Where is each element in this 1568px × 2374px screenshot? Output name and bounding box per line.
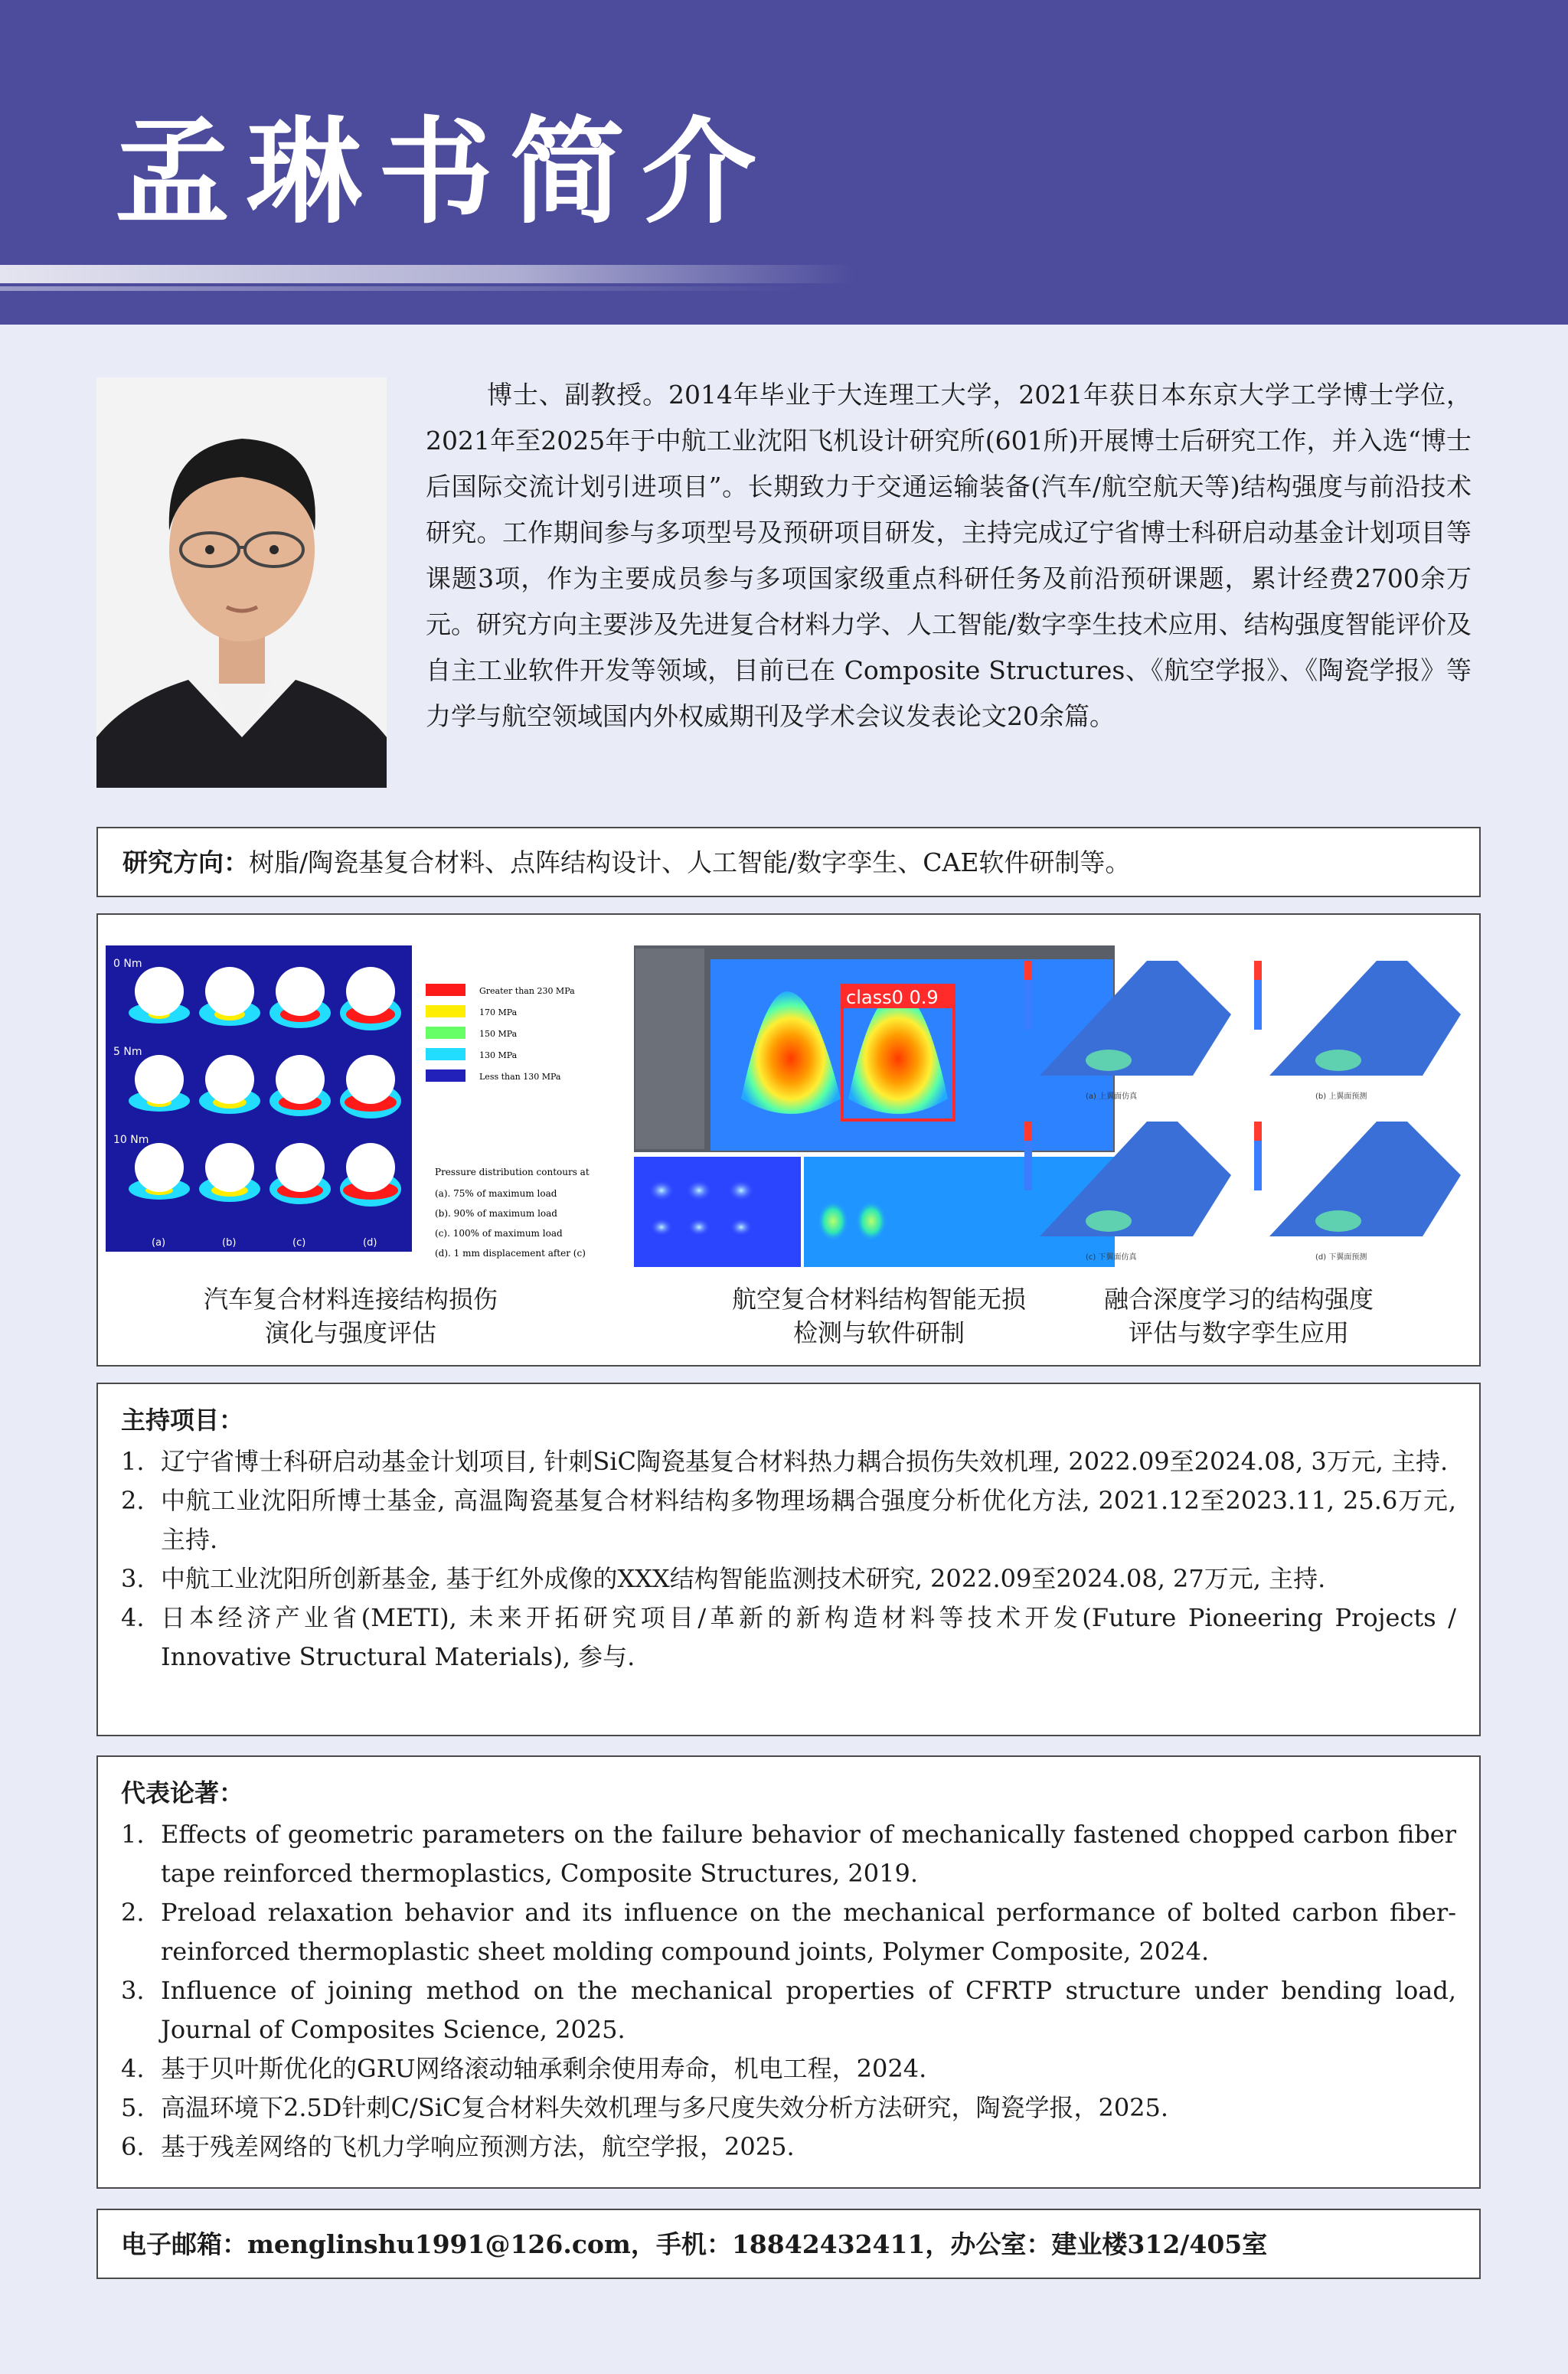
wing-contour bbox=[1269, 1122, 1461, 1236]
caption-line2: 演化与强度评估 bbox=[264, 1318, 436, 1347]
research-text: 树脂/陶瓷基复合材料、点阵结构设计、人工智能/数字孪生、CAE软件研制等。 bbox=[249, 847, 1131, 877]
project-item bbox=[121, 1598, 1456, 1677]
wing-contour bbox=[1040, 1122, 1231, 1236]
publications-list bbox=[121, 1815, 1456, 2167]
item-text: 高温环境下2.5D针刺C/SiC复合材料失效机理与多尺度失效分析方法研究，陶瓷学报，2025. bbox=[161, 2093, 1169, 2122]
project-item bbox=[121, 1559, 1456, 1598]
bolt-hole bbox=[205, 1143, 254, 1192]
pressure-contour-image bbox=[106, 945, 596, 1282]
legend-swatch-170 bbox=[426, 1005, 466, 1017]
caption-line2: 检测与软件研制 bbox=[792, 1318, 965, 1347]
item-text: 基于贝叶斯优化的GRU网络滚动轴承剩余使用寿命，机电工程，2024. bbox=[161, 2054, 927, 2083]
wing-contour bbox=[1040, 961, 1231, 1076]
panel-title-d: (d) 下翼面预测 bbox=[1315, 1253, 1367, 1262]
item-number: 6. bbox=[121, 2132, 145, 2161]
col-label-b: (b) bbox=[222, 1237, 237, 1249]
caption-line1: 融合深度学习的结构强度 bbox=[1103, 1285, 1374, 1314]
item-text: Effects of geometric parameters on the failure behavior of mechanically fastened chopped carbon fiber tape reinforced thermoplastics, Composite Structures, 2019. bbox=[161, 1820, 1456, 1888]
publication-item bbox=[121, 2127, 1456, 2167]
header-banner bbox=[0, 0, 1568, 325]
col-label-a: (a) bbox=[152, 1237, 166, 1249]
stress-colorbar-high bbox=[1254, 1122, 1262, 1141]
pressure-legend bbox=[420, 968, 575, 1083]
project-item bbox=[121, 1481, 1456, 1559]
item-number: 4. bbox=[121, 1603, 145, 1632]
panel-title-b: (b) 上翼面预测 bbox=[1315, 1092, 1367, 1101]
projects-list bbox=[121, 1442, 1456, 1677]
item-text: 辽宁省博士科研启动基金计划项目, 针刺SiC陶瓷基复合材料热力耦合损伤失效机理, 2022.09至2024.08, 3万元, 主持. bbox=[161, 1447, 1449, 1476]
legend-swatch-lt130 bbox=[426, 1069, 466, 1082]
wing-contour bbox=[1269, 961, 1461, 1076]
item-text: 基于残差网络的飞机力学响应预测方法，航空学报，2025. bbox=[161, 2132, 795, 2161]
col-label-d: (d) bbox=[363, 1237, 377, 1249]
bolt-hole bbox=[135, 1143, 184, 1192]
legend-text-130: 130 MPa bbox=[479, 1050, 518, 1060]
contact-text: 电子邮箱：menglinshu1991@126.com，手机：18842432411，办公室：建业楼312/405室 bbox=[121, 2229, 1268, 2259]
publication-item bbox=[121, 1971, 1456, 2049]
detection-label: class0 0.9 bbox=[846, 987, 939, 1008]
note-b: (b). 90% of maximum load bbox=[435, 1208, 557, 1219]
row-label-5nm: 5 Nm bbox=[113, 1046, 142, 1058]
bolt-hole bbox=[276, 1055, 325, 1104]
legend-text-lt130: Less than 130 MPa bbox=[479, 1072, 561, 1082]
panel-title-a: (a) 上翼面仿真 bbox=[1086, 1092, 1138, 1101]
stress-hotspot bbox=[1086, 1210, 1132, 1232]
title-stripe bbox=[0, 265, 858, 283]
bolt-hole bbox=[346, 1055, 395, 1104]
stress-colorbar-high bbox=[1024, 961, 1032, 980]
row-label-10nm: 10 Nm bbox=[113, 1134, 149, 1146]
note-c: (c). 100% of maximum load bbox=[435, 1228, 563, 1239]
bolt-hole bbox=[135, 967, 184, 1016]
legend-text-150: 150 MPa bbox=[479, 1029, 518, 1039]
stress-hotspot bbox=[1086, 1050, 1132, 1071]
portrait-photo bbox=[96, 377, 387, 788]
caption-line2: 评估与数字孪生应用 bbox=[1128, 1318, 1349, 1347]
note-d: (d). 1 mm displacement after (c) bbox=[435, 1248, 586, 1259]
publication-item bbox=[121, 1815, 1456, 1893]
research-direction-box bbox=[96, 827, 1481, 897]
page-title: 孟琳书简介 bbox=[115, 105, 774, 240]
figure-caption-automotive bbox=[106, 1282, 596, 1350]
item-text: 日本经济产业省(METI), 未来开拓研究项目/革新的新构造材料等技术开发(Future Pioneering Projects / Innovative Structural Materials), 参与. bbox=[161, 1603, 1456, 1671]
legend-text-170: 170 MPa bbox=[479, 1007, 518, 1017]
bolt-hole bbox=[205, 1055, 254, 1104]
bolt-hole bbox=[205, 967, 254, 1016]
item-number: 2. bbox=[121, 1898, 145, 1927]
title-stripe-thin bbox=[0, 286, 812, 291]
item-number: 3. bbox=[121, 1564, 145, 1593]
legend-swatch-230 bbox=[426, 984, 466, 996]
project-item bbox=[121, 1442, 1456, 1481]
bolt-hole bbox=[135, 1055, 184, 1104]
legend-swatch-130 bbox=[426, 1048, 466, 1060]
contact-box bbox=[96, 2209, 1481, 2279]
item-number: 2. bbox=[121, 1486, 145, 1515]
bolt-hole bbox=[276, 967, 325, 1016]
load-notes bbox=[435, 1167, 590, 1259]
stress-colorbar-high bbox=[1254, 961, 1262, 980]
bolt-hole bbox=[276, 1143, 325, 1192]
wing-stress-image bbox=[1017, 945, 1461, 1267]
projects-title: 主持项目： bbox=[121, 1406, 244, 1435]
bolt-hole bbox=[346, 967, 395, 1016]
item-number: 4. bbox=[121, 2054, 145, 2083]
figures-box bbox=[96, 913, 1481, 1367]
publication-item bbox=[121, 2088, 1456, 2127]
publication-item bbox=[121, 2049, 1456, 2088]
item-number: 5. bbox=[121, 2093, 145, 2122]
note-header: Pressure distribution contours at bbox=[435, 1167, 590, 1177]
col-label-c: (c) bbox=[292, 1237, 306, 1249]
stress-hotspot bbox=[1315, 1210, 1361, 1232]
caption-line1: 汽车复合材料连接结构损伤 bbox=[203, 1285, 498, 1314]
item-text: 中航工业沈阳所创新基金, 基于红外成像的XXX结构智能监测技术研究, 2022.09至2024.08, 27万元, 主持. bbox=[161, 1564, 1326, 1593]
figure-caption-deep-learning bbox=[1017, 1282, 1461, 1350]
item-text: 中航工业沈阳所博士基金, 高温陶瓷基复合材料结构多物理场耦合强度分析优化方法, 2021.12至2023.11, 25.6万元, 主持. bbox=[161, 1486, 1456, 1554]
research-label: 研究方向： bbox=[122, 847, 249, 877]
item-number: 1. bbox=[121, 1820, 145, 1849]
item-number: 1. bbox=[121, 1447, 145, 1476]
panel-title-c: (c) 下翼面仿真 bbox=[1086, 1253, 1137, 1262]
legend-swatch-150 bbox=[426, 1027, 466, 1039]
caption-line1: 航空复合材料结构智能无损 bbox=[731, 1285, 1026, 1314]
publications-title: 代表论著： bbox=[121, 1778, 244, 1807]
figure-deep-learning bbox=[1017, 945, 1461, 1359]
projects-box bbox=[96, 1383, 1481, 1736]
item-text: Influence of joining method on the mechanical properties of CFRTP structure under bending load, Journal of Composites Science, 2025. bbox=[161, 1976, 1456, 2044]
stress-colorbar-high bbox=[1024, 1122, 1032, 1141]
bio-paragraph: 博士、副教授。2014年毕业于大连理工大学，2021年获日本东京大学工学博士学位，2021年至2025年于中航工业沈阳飞机设计研究所(601所)开展博士后研究工作，并入选“博士后国际交流计划引进项目”。长期致力于交通运输装备(汽车/航空航天等)结构强度与前沿技术研究。工作期间参与多项型号及预研项目研发，主持完成辽宁省博士科研启动基金计划项目等课题3项，作为主要成员参与多项国家级重点科研任务及前沿预研课题，累计经费2700余万元。研究方向主要涉及先进复合材料力学、人工智能/数字孪生技术应用、结构强度智能评价及自主工业软件开发等领域，目前已在 Composite Structures、《航空学报》、《陶瓷学报》等力学与航空领域国内外权威期刊及学术会议发表论文20余篇。 bbox=[426, 380, 1472, 731]
legend-text-230: Greater than 230 MPa bbox=[479, 986, 575, 996]
bolt-hole bbox=[346, 1143, 395, 1192]
item-text: Preload relaxation behavior and its influence on the mechanical performance of bolted carbon fiber-reinforced thermoplastic sheet molding compound joints, Polymer Composite, 2024. bbox=[161, 1898, 1456, 1966]
publications-box bbox=[96, 1755, 1481, 2189]
publication-item bbox=[121, 1893, 1456, 1971]
stress-hotspot bbox=[1315, 1050, 1361, 1071]
figure-automotive bbox=[106, 945, 596, 1359]
item-number: 3. bbox=[121, 1976, 145, 2005]
row-label-0nm: 0 Nm bbox=[113, 958, 142, 970]
note-a: (a). 75% of maximum load bbox=[435, 1188, 557, 1199]
